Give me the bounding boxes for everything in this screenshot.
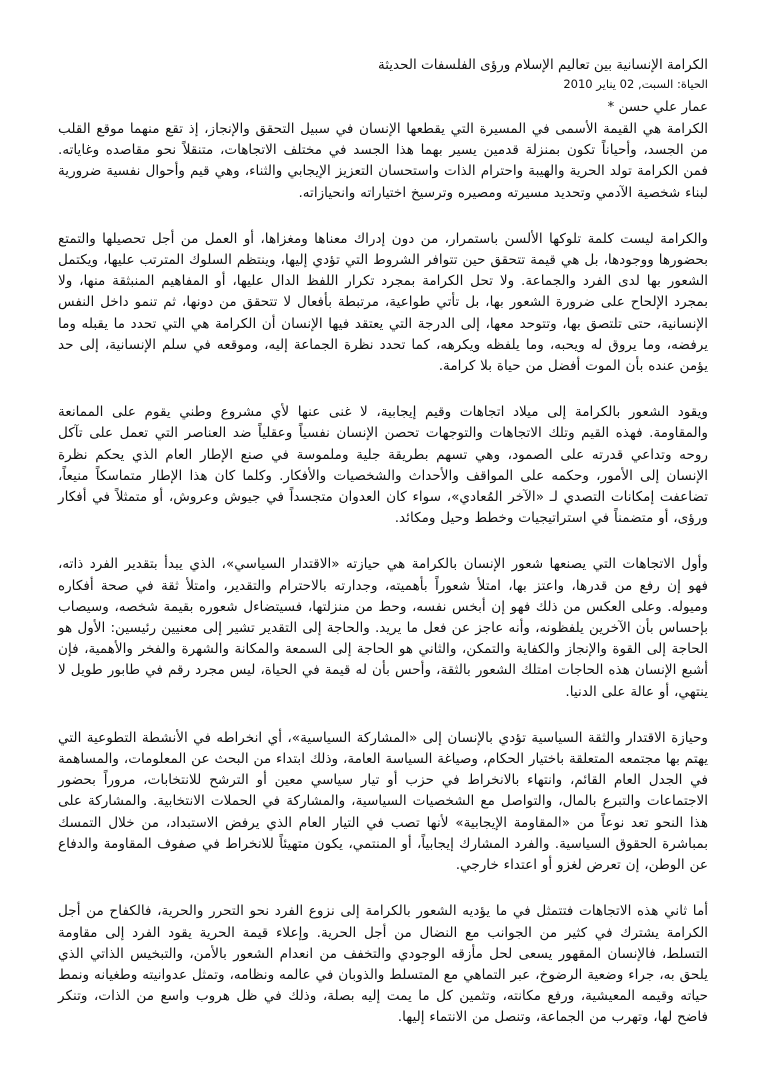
paragraph: وأول الاتجاهات التي يصنعها شعور الإنسان بالكرامة هي حيازته «الاقتدار السياسي»، الذي يبدأ بتقدير الفرد ذاته، فهو إن رفع من قدرها، واعتز بها، امتلأ شعوراً بأهميته، وجدارته بالاحترام والتقدير، وامتلأ ثقة في صحة أفكاره وميوله. وعلى العكس من ذلك فهو إن أبخس نفسه، وحط من منزلتها، فسيتضاءل شعوره بقيمة شخصه، وسيصاب بإحساس بأن الآخرين يلفظونه، وأنه عاجز عن فعل ما يريد. والحاجة إلى التقدير تشير إلى معنيين رئيسين: الأول هو الحاجة إلى القوة والإنجاز والكفاية والتمكن، والثاني هو الحاجة إلى السمعة والمكانة والشهرة والفخر والأهمية، فإن أشبع الإنسان هذه الحاجات امتلك الشعور بالثقة، وأحس بأن له قيمة في الحياة، ليس مجرد رقم في طابور طويل لا ينتهي، أو عالة على الدنيا. bbox=[58, 556, 708, 700]
paragraph: أما ثاني هذه الاتجاهات فتتمثل في ما يؤديه الشعور بالكرامة إلى نزوع الفرد نحو التحرر والحرية، فالكفاح من أجل الكرامة يشترك في كثير من الجوانب مع النضال من أجل الحرية. وإعلاء قيمة الحرية يقود الفرد إلى مقاومة التسلط، فالإنسان المقهور يسعى لحل مأزقه الوجودي والتخفف من انعدام الشعور بالأمن، والتبخيس الذاتي الذي يلحق به، جراء وضعية الرضوخ، عبر التماهي مع المتسلط والذوبان في عالمه ونظامه، وتمثل عدوانيته وطغيانه ونمط حياته وقيمه المعيشية، ورفع مكانته، وتثمين كل ما يمت إليه بصلة، وذلك في ظل هروب واسع من الذات، وتنكر فاضح لها، وتهرب من الجماعة، وتنصل من الانتماء إليها. bbox=[58, 903, 708, 1026]
paragraph: وحيازة الاقتدار والثقة السياسية تؤدي بالإنسان إلى «المشاركة السياسية»، أي انخراطه في الأنشطة التطوعية التي يهتم بها مجتمعه المتعلقة باختيار الحكام، وصياغة السياسة العامة، وذلك ابتداء من البحث عن المعلومات، والمساهمة في الجدل العام القائم، وانتهاء بالانخراط في حزب أو تيار سياسي معين أو الترشح للانتخابات، مروراً بحضور الاجتماعات والتبرع بالمال، والتواصل مع الشخصيات السياسية، والمشاركة في الحملات الانتخابية. والمشاركة على هذا النحو تعد نوعاً من «المقاومة الإيجابية» لأنها تصب في التيار العام الذي يرفض الاستبداد، من خلال التمسك بمباشرة الحقوق السياسية. والفرد المشارك إيجابياً، أو المنتمي، يكون متهيئاً للانخراط في صفوف المقاومة والدفاع عن الوطن، إن تعرض لغزو أو اعتداء خارجي. bbox=[58, 729, 708, 874]
article-source-date: الحياة: السبت, 02 يناير 2010 bbox=[563, 77, 708, 91]
article bbox=[58, 56, 708, 1054]
paragraph: الكرامة هي القيمة الأسمى في المسيرة التي يقطعها الإنسان في سبيل التحقق والإنجاز، إذ تقع منهما موقع القلب من الجسد، وأحياناً تكون بمنزلة قدمين يسير بهما هذا الجسد في مختلف الاتجاهات، متنقلاً نحو مقاصده وغاياته. فمن الكرامة تولد الحرية والهيبة واحترام الذات واستحسان التعزيز الإيجابي والثناء، وهي قيم وأحوال نفسية ضرورية لبناء شخصية الآدمي وتحديد مسيرته ومصيره وترسيخ اختياراته وانحيازاته. bbox=[58, 121, 708, 201]
article-title: الكرامة الإنسانية بين تعاليم الإسلام ورؤى الفلسفات الحديثة bbox=[377, 57, 708, 73]
paragraph: والكرامة ليست كلمة تلوكها الألسن باستمرار، من دون إدراك معناها ومغزاها، أو العمل من أجل تحصيلها والتمتع بحضورها ووجودها، بل هي قيمة تتحقق حين تتوافر الشروط التي تؤدي إليها، وينتظم السلوك المترتب عليها، ويكتمل الشعور بها لدى الفرد والجماعة. ولا تحل الكرامة بمجرد تكرار اللفظ الدال عليها، أو المفاهيم المنبثقة منها، ولا بمجرد الإلحاح على ضرورة الشعور بها، بل تأتي طواعية، مرتبطة بأفعال لا تتحقق من دونها، ثم تنمو داخل النفس الإنسانية، حتى تلتصق بها، وتتوحد معها، إلى الدرجة التي يعتقد فيها الإنسان أن الكرامة هي التي تحدد ما يقبله وما يرفضه، وما يروق له ويحبه، وما يلفظه ويكرهه، كما تحدد نظرة الجماعة إليه، وموقعه في سلم الإنسانية، إلى حد يؤمن عنده بأن الموت أفضل من حياة بلا كرامة. bbox=[58, 230, 708, 375]
paragraph: ويقود الشعور بالكرامة إلى ميلاد اتجاهات وقيم إيجابية، لا غنى عنها لأي مشروع وطني يقوم على الممانعة والمقاومة. فهذه القيم وتلك الاتجاهات والتوجهات تحصن الإنسان نفسياً وعقلياً ضد العناصر التي تعمل على تآكل روحه وتداعي قدرته على الصمود، وهي تسهم بطريقة جلية وملموسة في صنع الإطار العام الذي يحكم نظرة الإنسان إلى الأمور، وحكمه على المواقف والأحداث والشخصيات والأفكار. وكلما كان هذا الإطار متماسكاً منيعاً، تضاعفت إمكانات التصدي لـ «الآخر المُعادي»، سواء كان العدوان متجسداً في جيوش وعروش، أو متمثلاً في أفكار ورؤى، أو متضمناً في استراتيجيات وخطط وحيل ومكائد. bbox=[58, 404, 708, 527]
article-author: عمار علي حسن * bbox=[607, 99, 708, 115]
